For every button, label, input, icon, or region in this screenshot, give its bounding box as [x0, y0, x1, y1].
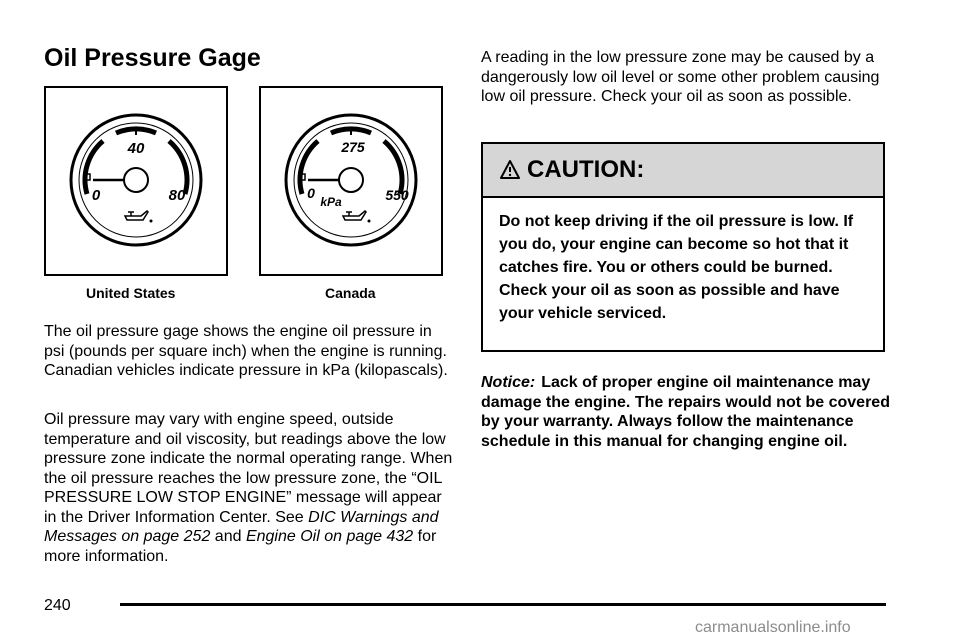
- footer-rule: [120, 603, 886, 606]
- gauge-figure-us: [44, 86, 228, 276]
- oil-pressure-gauge-canada: [261, 88, 441, 274]
- gauge-mid-label: 275: [341, 139, 365, 155]
- caution-body: Do not keep driving if the oil pressure is low. If you do, your engine can become so hot that it catches fire. You or others could be burned. Check your oil as soon as possible and have your vehicle serviced.: [499, 213, 854, 322]
- gauge-caption-us: United States: [86, 285, 176, 301]
- gauge-low-label: 0: [91, 187, 101, 204]
- link-dic-warnings[interactable]: DIC Warnings and Messages on page 252: [44, 508, 439, 545]
- caution-title: CAUTION:: [527, 156, 645, 183]
- warning-icon: [499, 159, 521, 181]
- caution-header: [483, 144, 883, 198]
- page-title: Oil Pressure Gage: [44, 44, 261, 72]
- watermark: carmanualsonline.info: [695, 619, 851, 636]
- paragraph-low-pressure-zone: A reading in the low pressure zone may be caused by a dangerously low oil level or some other problem causing low oil pressure. Check your oil as soon as possible.: [481, 49, 880, 105]
- notice-label: Notice:: [481, 374, 536, 391]
- gauge-mid-label: 40: [127, 140, 145, 157]
- paragraph-and: and: [214, 528, 242, 545]
- page-number: 240: [44, 597, 71, 614]
- gauge-caption-canada: Canada: [325, 285, 376, 301]
- oil-pressure-gauge-us: [46, 88, 226, 274]
- gauge-low-label: 0: [307, 185, 315, 201]
- paragraph-end: for more information.: [44, 528, 437, 565]
- caution-box: [481, 142, 885, 352]
- gauge-high-label: 550: [385, 187, 409, 203]
- paragraph-text: Oil pressure may vary with engine speed, outside temperature and oil viscosity, but readings above the low pressure zone indicate the normal operating range. When the oil pressure reaches the low pressure zone, the “OIL PRESSURE LOW STOP ENGINE” message will appear in the Driver Information Center. See: [44, 411, 453, 526]
- paragraph-oil-pressure-variation: [44, 410, 454, 566]
- gauge-high-label: 80: [168, 187, 186, 204]
- notice-body: Lack of proper engine oil maintenance may damage the engine. The repairs would not be covered by your warranty. Always follow the maintenance schedule in this manual for changing engine oil.: [481, 374, 890, 450]
- oil-can-icon: [343, 211, 371, 223]
- link-engine-oil[interactable]: Engine Oil on page 432: [245, 528, 414, 545]
- gauge-figure-canada: [259, 86, 443, 276]
- notice-paragraph: [481, 373, 891, 451]
- paragraph-gage-description: The oil pressure gage shows the engine oil pressure in psi (pounds per square inch) when the engine is running. Canadian vehicles indicate pressure in kPa (kilopascals).: [44, 323, 448, 379]
- oil-can-icon: [125, 211, 153, 223]
- gauge-unit-label: kPa: [320, 195, 342, 209]
